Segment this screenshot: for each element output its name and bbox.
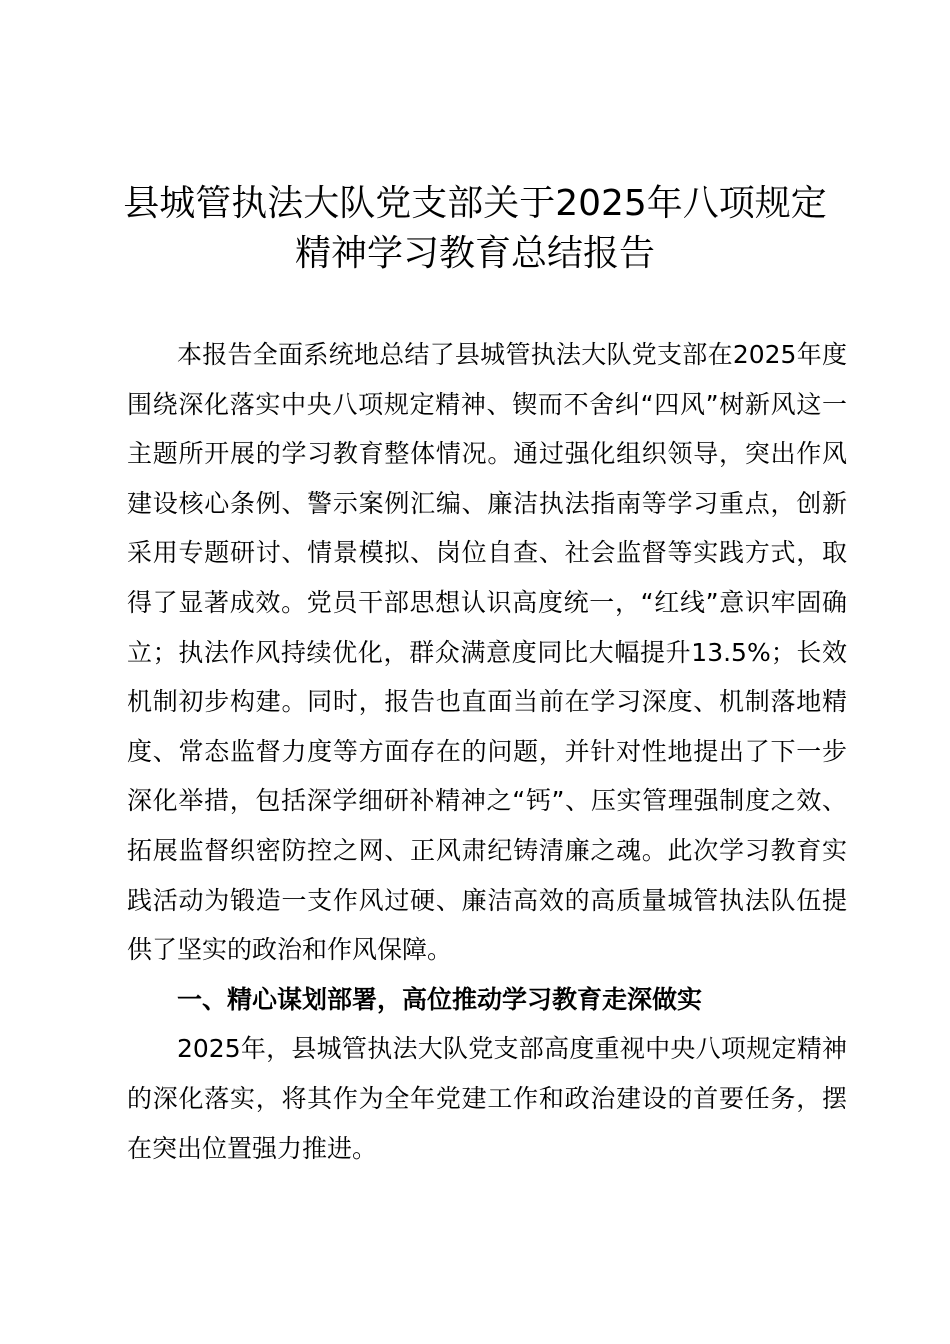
document-title-line-1: 县城管执法大队党支部关于2025年八项规定: [123, 183, 827, 224]
section-1-paragraph: 2025年，县城管执法大队党支部高度重视中央八项规定精神的深化落实，将其作为全年党建工作和政治建设的首要任务，摆在突出位置强力推进。: [127, 1034, 847, 1163]
summary-paragraph: 本报告全面系统地总结了县城管执法大队党支部在2025年度围绕深化落实中央八项规定精神、锲而不舍纠“四风”树新风这一主题所开展的学习教育整体情况。通过强化组织领导，突出作风建设核心条例、警示案例汇编、廉洁执法指南等学习重点，创新采用专题研讨、情景模拟、岗位自查、社会监督等实践方式，取得了显著成效。党员干部思想认识高度统一，“红线”意识牢固确立；执法作风持续优化，群众满意度同比大幅提升13.5%；长效机制初步构建。同时，报告也直面当前在学习深度、机制落地精度、常态监督力度等方面存在的问题，并针对性地提出了下一步深化举措，包括深学细研补精神之“钙”、压实管理强制度之效、拓展监督织密防控之网、正风肃纪铸清廉之魂。此次学习教育实践活动为锻造一支作风过硬、廉洁高效的高质量城管执法队伍提供了坚实的政治和作风保障。: [127, 340, 847, 965]
document-body: [127, 330, 847, 1173]
document-title-line-2: 精神学习教育总结报告: [294, 233, 655, 274]
section-1-heading: 一、精心谋划部署，高位推动学习教育走深做实: [177, 984, 703, 1014]
